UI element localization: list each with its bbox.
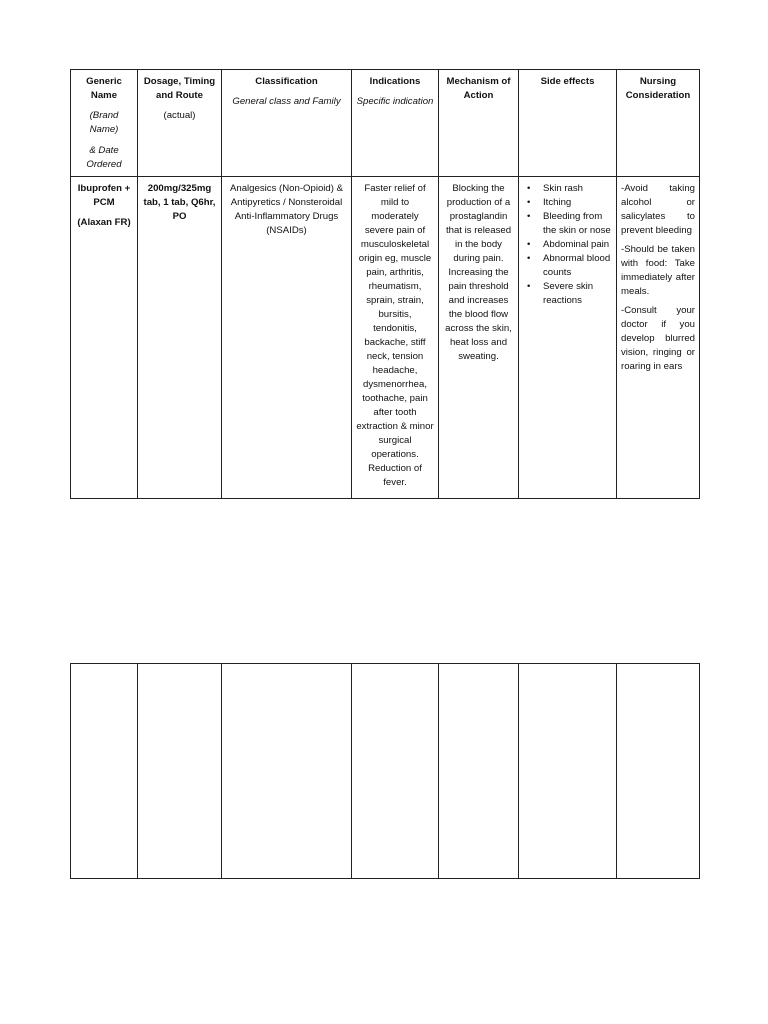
cell-side-effects <box>519 177 617 499</box>
header-mechanism-title: Mechanism of Action <box>446 76 511 101</box>
header-dosage-title: Dosage, Timing and Route <box>143 76 216 101</box>
header-classification <box>222 70 352 177</box>
cell-indications <box>352 177 439 499</box>
empty-drug-table <box>70 663 700 879</box>
header-indications-sub: Specific indication <box>356 96 434 107</box>
side-effect-item: • Bleeding from the skin or nose <box>543 210 612 238</box>
classification-text: Analgesics (Non-Opioid) & Antipyretics / Nonsteroidal Anti-Inflammatory Drugs (NSAIDs) <box>229 183 344 236</box>
header-nursing-title: Nursing Consideration <box>625 76 691 101</box>
side-effect-item: • Skin rash <box>543 182 612 196</box>
empty-row <box>71 664 700 879</box>
dosage-text: 200mg/325mg tab, 1 tab, Q6hr, PO <box>143 183 216 222</box>
header-dosage-sub: (actual) <box>163 110 196 121</box>
nursing-item: -Should be taken with food: Take immediately after meals. <box>621 244 695 297</box>
header-classification-sub: General class and Family <box>232 96 341 107</box>
header-nursing <box>617 70 700 177</box>
empty-cell <box>138 664 222 879</box>
header-side-effects <box>519 70 617 177</box>
indications-text: Faster relief of mild to moderately severe pain of musculoskeletal origin eg, muscle pain, arthritis, rheumatism, sprain, strain, bursitis, tendonitis, backache, stiff neck, tension headache, dysmenorrhea, toothache, pain after tooth extraction & minor surgical operations. Reduction of fever. <box>356 183 434 488</box>
header-generic-brand: (Brand Name) <box>89 110 119 135</box>
header-side-effects-title: Side effects <box>540 76 595 87</box>
empty-cell <box>439 664 519 879</box>
side-effect-item: • Abdominal pain <box>543 238 612 252</box>
nursing-item: -Consult your doctor if you develop blurred vision, ringing or roaring in ears <box>621 305 695 372</box>
header-generic-title: Generic Name <box>86 76 122 101</box>
mechanism-text: Blocking the production of a prostaglandin that is released in the body during pain. Increasing the pain threshold and increases the blood flow across the skin, heat loss and sweating. <box>445 183 512 362</box>
drug-study-table <box>70 69 700 499</box>
side-effect-item: • Abnormal blood counts <box>543 252 612 280</box>
empty-cell <box>71 664 138 879</box>
cell-nursing <box>617 177 700 499</box>
empty-cell <box>617 664 700 879</box>
header-mechanism <box>439 70 519 177</box>
header-dosage <box>138 70 222 177</box>
header-generic-name <box>71 70 138 177</box>
cell-classification <box>222 177 352 499</box>
header-classification-title: Classification <box>255 76 318 87</box>
header-row <box>71 70 700 177</box>
side-effect-item: • Severe skin reactions <box>543 280 612 308</box>
nursing-item: -Avoid taking alcohol or salicylates to prevent bleeding <box>621 183 695 236</box>
header-indications-title: Indications <box>369 76 421 87</box>
empty-cell <box>519 664 617 879</box>
brand-name: (Alaxan FR) <box>77 217 131 228</box>
empty-cell <box>222 664 352 879</box>
side-effects-list <box>523 182 612 308</box>
drug-row <box>71 177 700 499</box>
cell-generic-name <box>71 177 138 499</box>
cell-mechanism <box>439 177 519 499</box>
generic-name: Ibuprofen + PCM <box>77 183 131 208</box>
side-effect-item: • Itching <box>543 196 612 210</box>
header-generic-date: & Date Ordered <box>86 145 122 170</box>
empty-cell <box>352 664 439 879</box>
cell-dosage <box>138 177 222 499</box>
header-indications <box>352 70 439 177</box>
